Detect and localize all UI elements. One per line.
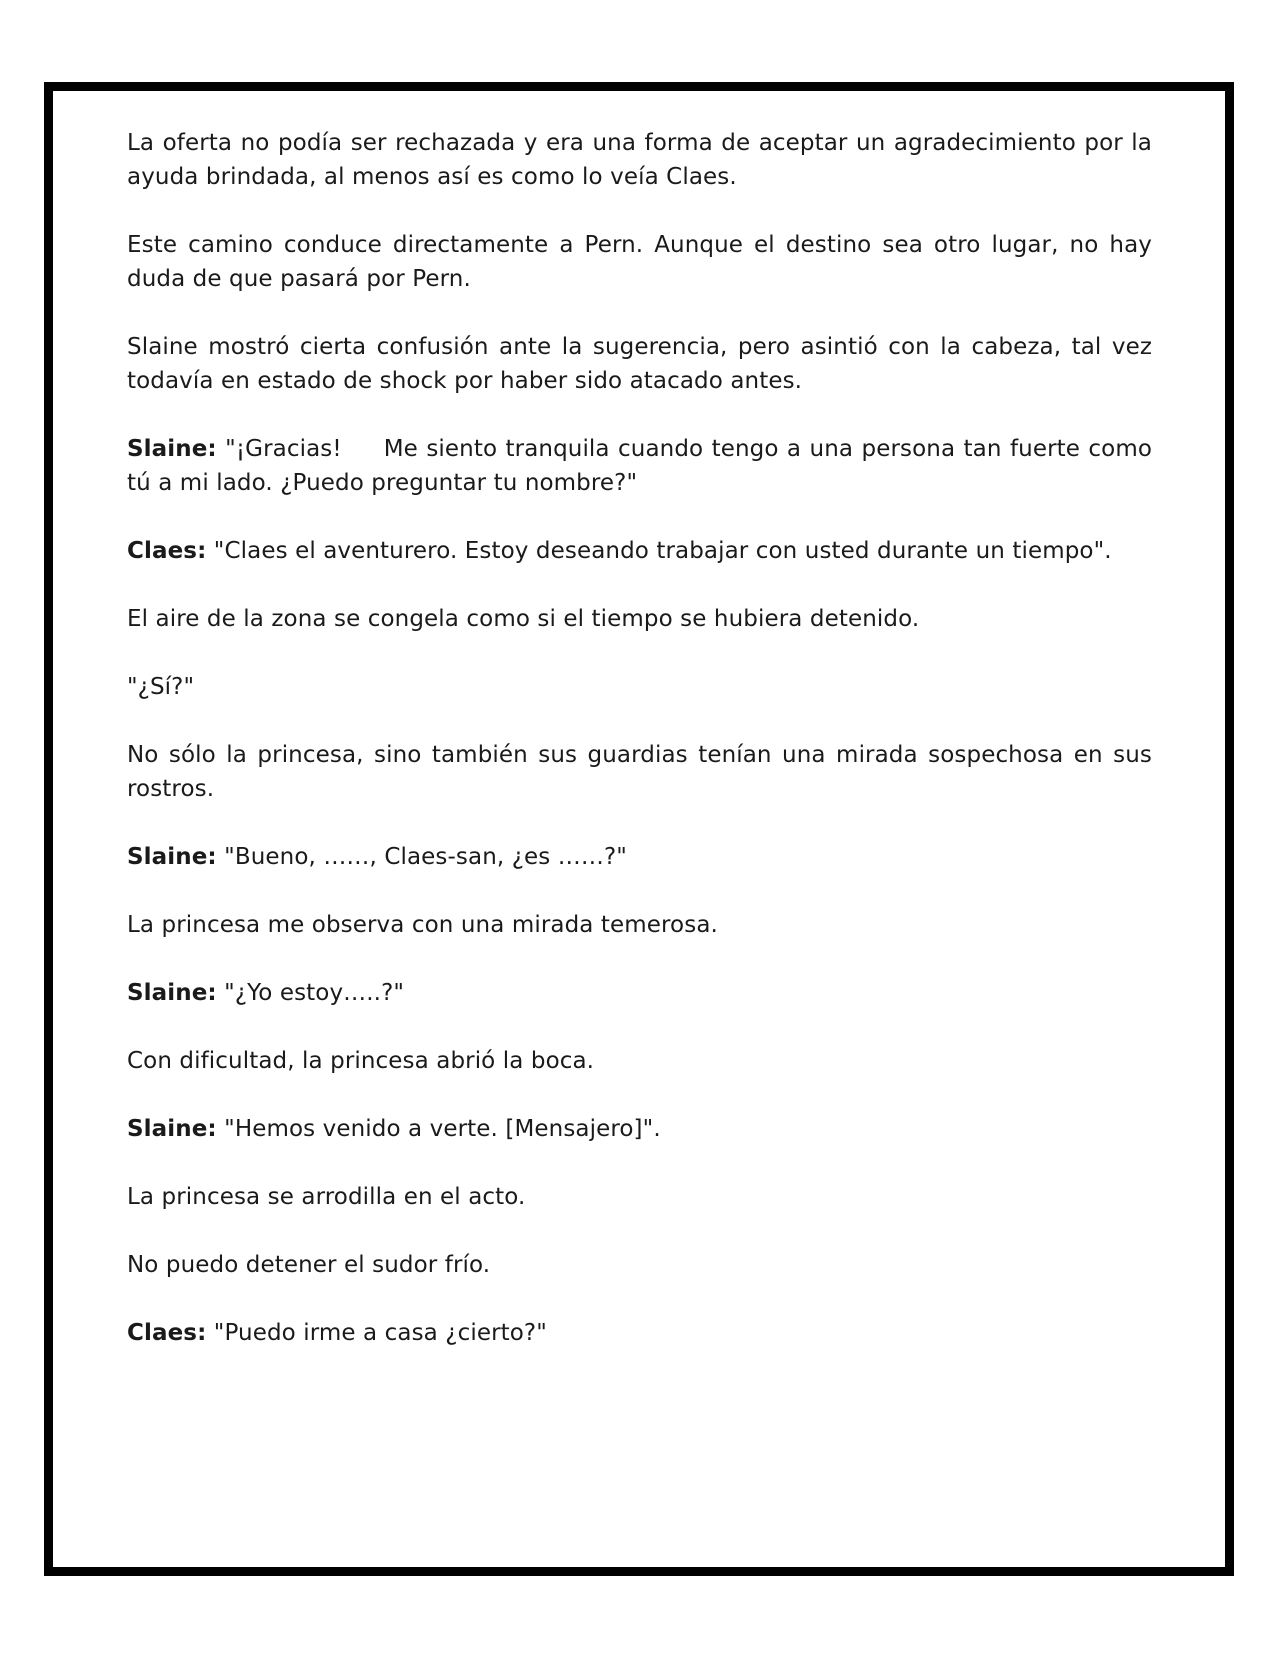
paragraph-text: No sólo la princesa, sino también sus guardias tenían una mirada sospechosa en sus rostros.	[127, 742, 1152, 802]
dialogue-line	[127, 976, 1152, 1010]
dialogue-line	[127, 1316, 1152, 1350]
speaker-name: Slaine:	[127, 436, 217, 462]
dialogue-text: "¿Yo estoy…..?"	[224, 980, 405, 1006]
paragraph	[127, 1044, 1152, 1078]
paragraph	[127, 330, 1152, 398]
paragraph	[127, 602, 1152, 636]
paragraph-text: El aire de la zona se congela como si el tiempo se hubiera detenido.	[127, 606, 920, 632]
paragraph-text: No puedo detener el sudor frío.	[127, 1252, 491, 1278]
paragraph	[127, 228, 1152, 296]
paragraph-text: "¿Sí?"	[127, 674, 195, 700]
speaker-name: Slaine:	[127, 844, 217, 870]
paragraph	[127, 908, 1152, 942]
paragraph	[127, 1180, 1152, 1214]
dialogue-text: "Bueno, ……, Claes-san, ¿es ……?"	[224, 844, 627, 870]
paragraph-text: La princesa me observa con una mirada temerosa.	[127, 912, 718, 938]
dialogue-text: "Hemos venido a verte. [Mensajero]".	[224, 1116, 661, 1142]
dialogue-text: "¡Gracias! Me siento tranquila cuando tengo a una persona tan fuerte como tú a mi lado. ¿Puedo preguntar tu nombre?"	[127, 436, 1160, 496]
dialogue-line	[127, 840, 1152, 874]
paragraph-text: La princesa se arrodilla en el acto.	[127, 1184, 526, 1210]
paragraph	[127, 1248, 1152, 1282]
dialogue-text: "Claes el aventurero. Estoy deseando trabajar con usted durante un tiempo".	[213, 538, 1112, 564]
dialogue-line	[127, 432, 1160, 500]
speaker-name: Slaine:	[127, 980, 217, 1006]
paragraph-text: Este camino conduce directamente a Pern. Aunque el destino sea otro lugar, no hay duda de que pasará por Pern.	[127, 232, 1152, 292]
paragraph	[127, 126, 1152, 194]
dialogue-line	[127, 1112, 1152, 1146]
document-body	[127, 126, 1160, 1384]
speaker-name: Claes:	[127, 1320, 207, 1346]
paragraph	[127, 670, 1152, 704]
speaker-name: Slaine:	[127, 1116, 217, 1142]
paragraph	[127, 738, 1152, 806]
dialogue-line	[127, 534, 1152, 568]
speaker-name: Claes:	[127, 538, 207, 564]
paragraph-text: Con dificultad, la princesa abrió la boca.	[127, 1048, 595, 1074]
paragraph-text: La oferta no podía ser rechazada y era una forma de aceptar un agradecimiento por la ayuda brindada, al menos así es como lo veía Claes.	[127, 130, 1152, 190]
paragraph-text: Slaine mostró cierta confusión ante la sugerencia, pero asintió con la cabeza, tal vez todavía en estado de shock por haber sido atacado antes.	[127, 334, 1152, 394]
dialogue-text: "Puedo irme a casa ¿cierto?"	[213, 1320, 547, 1346]
